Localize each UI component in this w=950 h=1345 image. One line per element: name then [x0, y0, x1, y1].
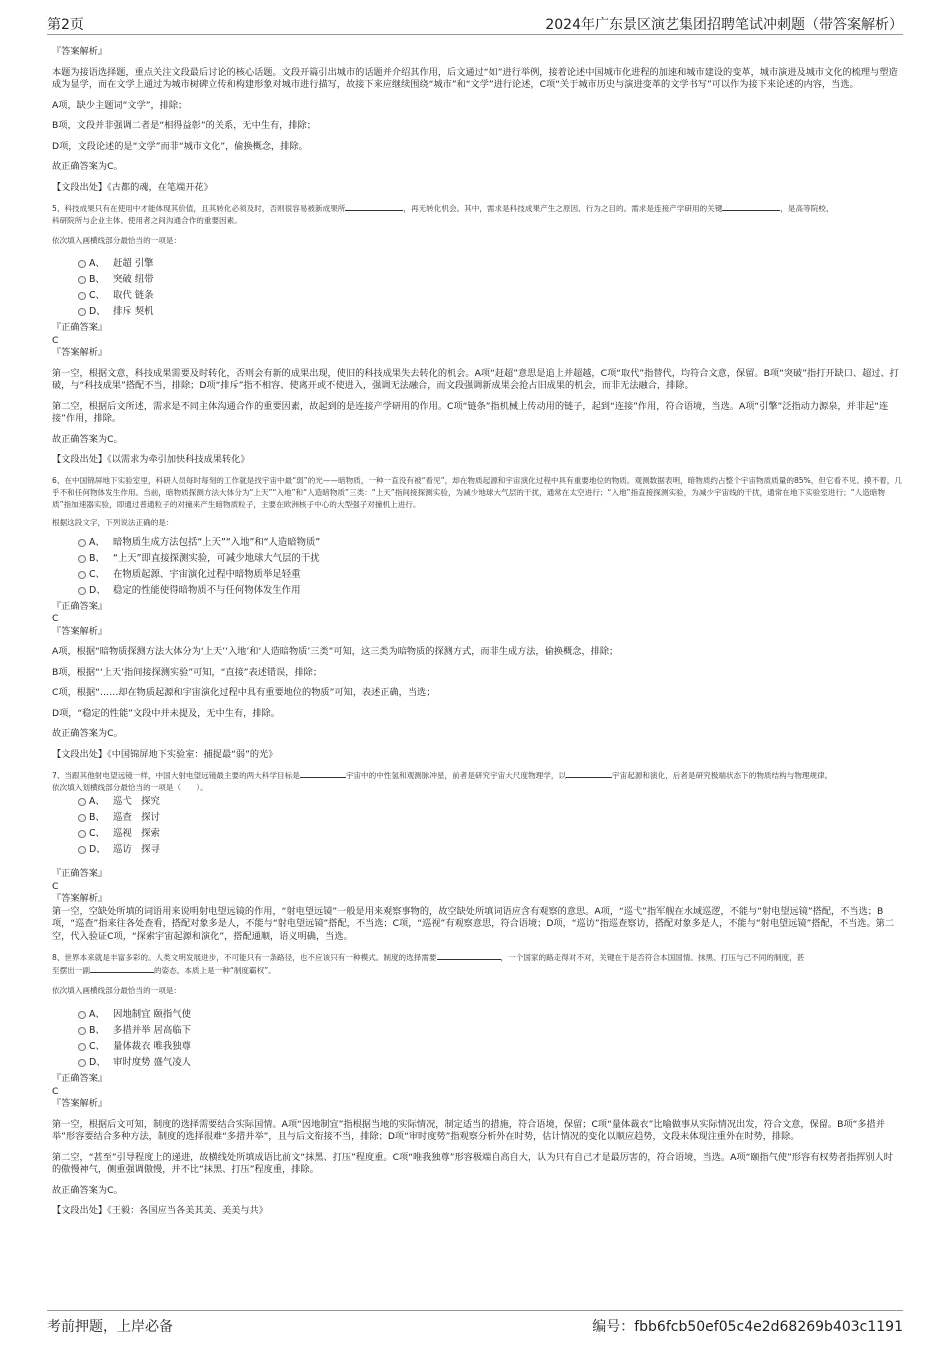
option-a[interactable]: A、 因地制宜 颐指气使 [52, 1007, 902, 1023]
option-c[interactable]: C、 取代 链条 [52, 288, 902, 304]
document-title: 2024年广东景区演艺集团招聘笔试冲刺题（带答案解析） [545, 17, 903, 33]
radio-icon[interactable] [78, 830, 86, 838]
option-d[interactable]: D、 排斥 契机 [52, 304, 902, 320]
question-stem: 8、世界本来就是丰富多彩的。人类文明发展进步，不可能只有一条路径，也不应该只有一种模式。制度的选择需要 ，一个国家的路走得对不对，关键在于是否符合本国国情。抹黑、打压与己不同的制度，甚 至摆出一副 的姿态，本质上是一种“制度霸权”。 [52, 953, 805, 975]
option-a[interactable]: A、 暗物质生成方法包括“上天”“入地”和“人造暗物质” [52, 535, 902, 551]
page-header [47, 12, 903, 35]
option-d[interactable]: D、 审时度势 盛气凌人 [52, 1055, 902, 1071]
document-id: 编号：fbb6fcb50ef05c4e2d68269b403c1191 [592, 1319, 903, 1335]
blank-line [722, 202, 780, 211]
option-b[interactable]: B、 突破 纽带 [52, 272, 902, 288]
question-prompt: 依次填入画横线部分最恰当的一项是： [52, 986, 182, 995]
radio-icon[interactable] [78, 798, 86, 806]
analysis-label: 『答案解析』 [52, 347, 108, 358]
radio-icon[interactable] [78, 814, 86, 822]
radio-icon[interactable] [78, 276, 86, 284]
radio-icon[interactable] [78, 539, 86, 547]
blank-line [566, 769, 612, 778]
answer-value: C [52, 613, 59, 624]
option-c[interactable]: C、 巡视 探索 [52, 826, 902, 842]
option-b[interactable]: B、 巡查 探讨 [52, 810, 902, 826]
radio-icon[interactable] [78, 292, 86, 300]
blank-line [300, 769, 346, 778]
option-b[interactable]: B、 “上天”即直接探测实验，可减少地球大气层的干扰 [52, 551, 902, 567]
option-b[interactable]: B、 多措并举 居高临下 [52, 1023, 902, 1039]
radio-icon[interactable] [78, 1011, 86, 1019]
analysis-label: 『答案解析』 [52, 625, 108, 637]
radio-icon[interactable] [78, 1059, 86, 1067]
option-c[interactable]: C、 在物质起源、宇宙演化过程中暗物质举足轻重 [52, 567, 902, 583]
blank-line [345, 202, 403, 211]
analysis-label: 『答案解析』 [52, 1098, 108, 1109]
radio-icon[interactable] [78, 308, 86, 316]
blank-line [437, 951, 501, 960]
analysis-paragraph: 第一空，空缺处所填的词语用来说明射电望远镜的作用，“射电望远镜”一般是用来观察事物的，故空缺处所填词语应含有观察的意思。A项，“巡弋”指军舰在水域巡逻，不能与“射电望远镜”搭配，不当选；B项，“巡查”指来往各处查看，搭配对象多是人，不能与“射电望远镜”搭配，不当选；C项，“巡视”有观察意思，符合语境；D项，“巡访”指巡查察访，搭配对象多是人，不能与“射电望远镜”搭配，不当选。第二空，代入验证C项，“探索宇宙起源和演化”，搭配通顺，语义明确，当选。 [52, 905, 895, 942]
analysis-paragraph: 第一空，根据文意，科技成果需要及时转化，否则会有新的成果出现，使旧的科技成果失去转化的机会。A项“赶超”意思是追上并超越，C项“取代”指替代，均符合文意，保留。B项“突破”指打开缺口、超过、打破，与“科技成果”搭配不当，排除；D项“排斥”指不相容、使离开或不使进入，强调无法融合，而文段强调新成果会抢占旧成果的机会，而非无法融合，排除。 [52, 367, 899, 391]
answer-value: C [52, 334, 59, 346]
analysis-line: B项，文段并非强调二者是“相得益彰”的关系，无中生有，排除； [52, 120, 316, 131]
blank-line [90, 964, 154, 973]
source: 【文段出处】《王毅：各国应当各美其美、美美与共》 [52, 1205, 268, 1216]
source: 【文段出处】《以需求为牵引加快科技成果转化》 [52, 454, 250, 465]
answer-label: 『正确答案』 [52, 600, 108, 612]
page-footer [47, 1310, 903, 1335]
question-stem: 6、在中国锦屏地下实验室里，科研人员每时每刻的工作就是找宇宙中最“弱”的光——暗物质，一种一直没有被“看见”，却在物质起源和宇宙演化过程中具有重要地位的物质。观测数据表明，暗物质约占整个宇宙物质质量的85%，但它看不见、摸不着，几乎不和任何物体发生作用。当前，暗物质探测方法大体分为“上天”“入地”和“人造暗物质”三类：“上天”指间接探测实验，为减少地球大气层的干扰，通常在太空进行；“入地”指直接探测实验，为减少宇宙线的干扰，通常在地下实验室进行；“人造暗物质”指加速器实验，即通过普通粒子的对撞来产生暗物质粒子，主要在欧洲核子中心的大型强子对撞机上进行。 [52, 475, 902, 509]
option-a[interactable]: A、 赶超 引擎 [52, 256, 902, 272]
analysis-line: D项，文段论述的是“文学”而非“城市文化”，偷换概念，排除。 [52, 140, 308, 152]
source: 【文段出处】《中国锦屏地下实验室：捕捉最“弱”的光》 [52, 748, 278, 760]
option-c[interactable]: C、 量体裁衣 唯我独尊 [52, 1039, 902, 1055]
radio-icon[interactable] [78, 555, 86, 563]
footer-slogan: 考前押题，上岸必备 [47, 1319, 173, 1335]
option-list [52, 256, 902, 320]
radio-icon[interactable] [78, 1043, 86, 1051]
answer-label: 『正确答案』 [52, 868, 108, 879]
page-content [52, 42, 902, 1218]
option-list [52, 1007, 902, 1071]
analysis-line: B项，根据“‘上天’指间接探测实验”可知，“直接”表述错误，排除； [52, 666, 323, 678]
question-stem: 7、当跟其他射电望远镜一样，中国大射电望远镜最主要的两大科学目标是 宇宙中的中性氢和观测脉冲星，前者是研究宇宙大尺度物理学，以 宇宙起源和演化，后者是研究极端状态下的物质结构与物理规律。 [52, 771, 833, 780]
radio-icon[interactable] [78, 571, 86, 579]
source: 【文段出处】《古都的魂，在笔端开花》 [52, 181, 213, 193]
answer-label: 『正确答案』 [52, 322, 108, 333]
conclusion: 故正确答案为C。 [52, 728, 123, 739]
option-d[interactable]: D、 巡访 探寻 [52, 842, 902, 858]
analysis-line: C项，根据“……却在物质起源和宇宙演化过程中具有重要地位的物质”可知，表述正确，当选； [52, 687, 436, 698]
analysis-line: A项，缺少主题词“文学”，排除； [52, 99, 188, 111]
answer-value: C [52, 880, 59, 892]
option-d[interactable]: D、 稳定的性能使得暗物质不与任何物体发生作用 [52, 583, 902, 599]
question-stem: 5、科技成果只有在使用中才能体现其价值，且其转化必须及时，否则很容易被新成果所 ，再无转化机会。其中，需求是科技成果产生之原因、行为之目的。需求是连接产学研用的关键 ，是高等院校、 科研院所与企业主体、使用者之间沟通合作的重要因素。 [52, 204, 834, 225]
radio-icon[interactable] [78, 260, 86, 268]
analysis-paragraph: 第一空，根据后文可知，制度的选择需要结合实际国情。A项“因地制宜”指根据当地的实际情况，制定适当的措施，符合语境，保留；C项“量体裁衣”比喻做事从实际情况出发，符合文意，保留。B项“多措并举”形容要结合多种方法，制度的选择很难“多措并举”，且与后文衔接不当，排除；D项“审时度势”指观察分析外在时势，估计情况的变化以顺应趋势，文段未体现注重外在时势，排除。 [52, 1118, 885, 1142]
answer-value: C [52, 1085, 59, 1097]
question-prompt: 根据这段文字，下列说法正确的是： [52, 517, 174, 527]
conclusion: 故正确答案为C。 [52, 433, 123, 445]
analysis-line: A项，根据“暗物质探测方法大体分为‘上天’‘入地’和‘人造暗物质’三类”可知，这三类为暗物质的探测方式，而非生成方法，偷换概念，排除； [52, 646, 619, 657]
radio-icon[interactable] [78, 587, 86, 595]
question-prompt: 依次填入画横线部分最恰当的一项是： [52, 236, 182, 245]
analysis-line: D项，“稳定的性能”文段中并未提及，无中生有，排除。 [52, 707, 280, 719]
question-prompt: 依次填入划横线部分最恰当的一项是（ ）。 [52, 783, 208, 792]
analysis-paragraph: 本题为接语选择题，重点关注文段最后讨论的核心话题。文段开篇引出城市的话题并介绍其作用，后文通过“如”进行举例，接着论述中国城市化进程的加速和城市建设的变革，城市演进及城市文化的梳理与塑造成为显学，而在文学上通过为城市树碑立传和构建形象对城市进行描写，故接下来应继续围绕“城市”和“文学”进行论述，C项“关于城市历史与演进变革的文学书写”可以作为接下来论述的内容，当选。 [52, 66, 898, 90]
page-number: 第2页 [47, 17, 84, 33]
analysis-label: 『答案解析』 [52, 46, 108, 57]
answer-label: 『正确答案』 [52, 1073, 108, 1084]
analysis-label: 『答案解析』 [52, 893, 108, 904]
analysis-paragraph: 第二空，根据后文所述，需求是不同主体沟通合作的重要因素，故起到的是连接产学研用的作用。C项“链条”指机械上传动用的链子，起到“连接”作用，符合语境，当选。A项“引擎”泛指动力源泉，并非起“连接”作用，排除。 [52, 400, 889, 424]
conclusion: 故正确答案为C。 [52, 1184, 123, 1196]
radio-icon[interactable] [78, 846, 86, 854]
option-a[interactable]: A、 巡弋 探究 [52, 794, 902, 810]
option-list [52, 535, 902, 599]
analysis-paragraph: 第二空，“甚至”引导程度上的递进，故横线处所填成语比前文“抹黑、打压”程度重。C项“唯我独尊”形容极端自高自大，认为只有自己才是最厉害的，符合语境，当选。A项“颐指气使”形容有权势者指挥别人时的傲慢神气，侧重强调傲慢，并不比“抹黑、打压”程度重，排除。 [52, 1151, 893, 1175]
radio-icon[interactable] [78, 1027, 86, 1035]
option-list [52, 794, 902, 858]
conclusion: 故正确答案为C。 [52, 161, 123, 172]
